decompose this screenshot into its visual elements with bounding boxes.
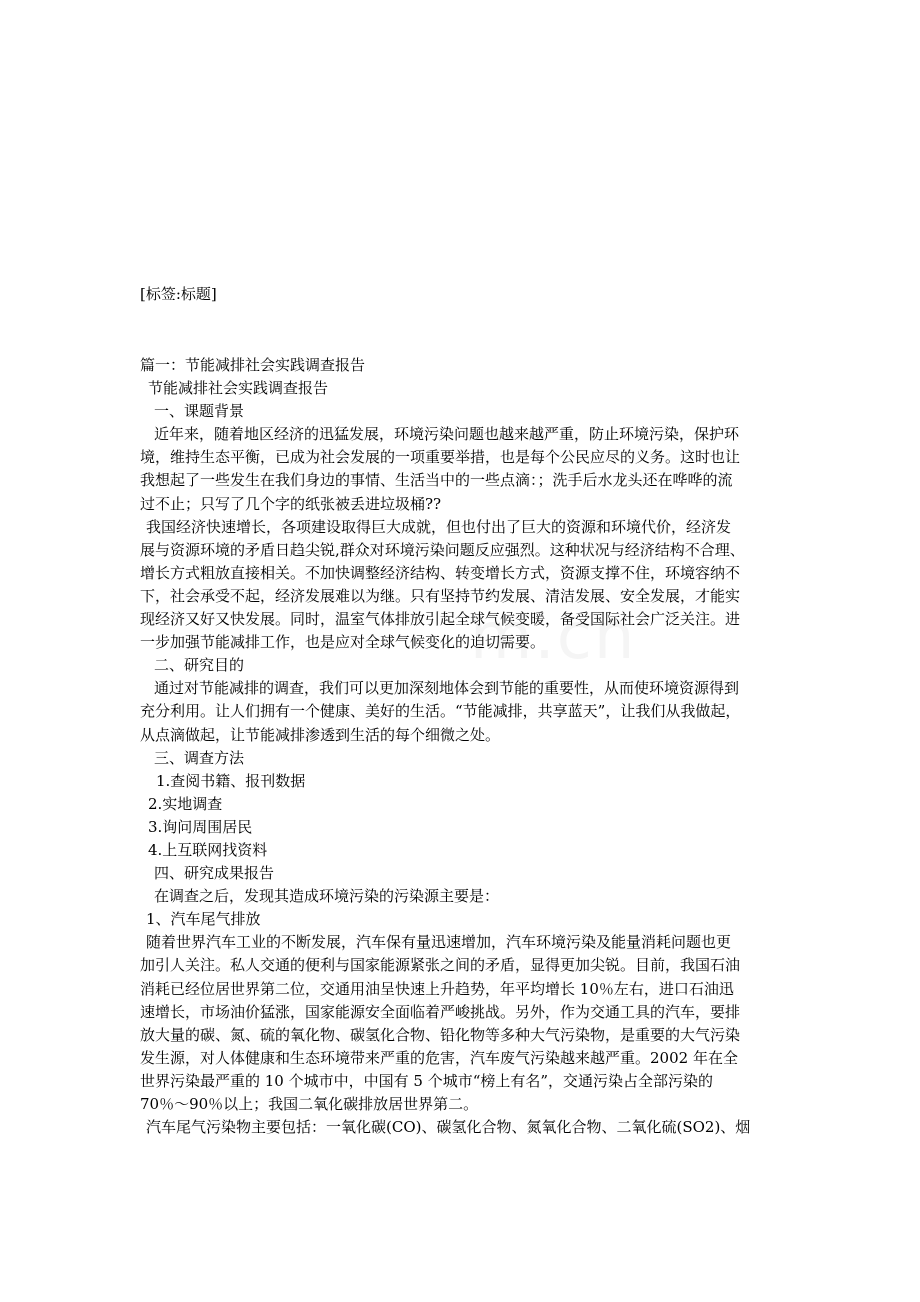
text-line: 我国经济快速增长，各项建设取得巨大成就，但也付出了巨大的资源和环境代价，经济发 xyxy=(146,517,732,536)
text-line: 在调查之后，发现其造成环境污染的污染源主要是： xyxy=(154,887,500,906)
text-line: 一步加强节能减排工作，也是应对全球气候变化的迫切需要。 xyxy=(140,633,546,652)
text-line: 境，维持生态平衡，已成为社会发展的一项重要举措，也是每个公民应尽的义务。这时也让 xyxy=(140,448,741,467)
text-line: 充分利用。让人们拥有一个健康、美好的生活。“节能减排，共享蓝天”，让我们从我做起， xyxy=(140,702,741,721)
text-line: 1.查阅书籍、报刊数据 xyxy=(156,771,306,790)
watermark: m.cn xyxy=(470,600,637,674)
text-line: 四、研究成果报告 xyxy=(154,864,275,883)
text-line: 70％～90％以上；我国二氧化碳排放居世界第二。 xyxy=(140,1095,479,1113)
text-line: 下，社会承受不起，经济发展难以为继。只有坚持节约发展、清洁发展、安全发展，才能实 xyxy=(140,586,741,605)
text-line: 篇一：节能减排社会实践调查报告 xyxy=(140,356,366,374)
text-line: 随着世界汽车工业的不断发展，汽车保有量迅速增加，汽车环境污染及能量消耗问题也更 xyxy=(146,933,732,952)
text-line: 1、汽车尾气排放 xyxy=(146,910,261,929)
text-line: 汽车尾气污染物主要包括：一氧化碳(CO)、碳氢化合物、氮氧化合物、二氧化硫(SO2)、烟 xyxy=(146,1118,751,1137)
tag-label: [标签:标题] xyxy=(140,285,217,303)
text-line: 展与资源环境的矛盾日趋尖锐,群众对环境污染问题反应强烈。这种状况与经济结构不合理、 xyxy=(140,540,745,559)
text-line: 3.询问周围居民 xyxy=(148,817,253,836)
text-line: 近年来，随着地区经济的迅猛发展，环境污染问题也越来越严重，防止环境污染，保护环 xyxy=(154,425,740,444)
text-line: 过不止；只写了几个字的纸张被丢进垃圾桶?? xyxy=(140,494,442,513)
text-line: 通过对节能减排的调查，我们可以更加深刻地体会到节能的重要性，从而使环境资源得到 xyxy=(154,679,740,698)
text-line: 二、研究目的 xyxy=(154,656,245,675)
text-line: 2.实地调查 xyxy=(148,794,223,813)
text-line: 发生源，对人体健康和生态环境带来严重的危害，汽车废气污染越来越严重。2002 年在全 xyxy=(140,1048,738,1067)
text-line: 4.上互联网找资料 xyxy=(148,840,268,859)
text-line: 节能减排社会实践调查报告 xyxy=(148,379,329,398)
text-line: 速增长，市场油价猛涨，国家能源安全面临着严峻挑战。另外，作为交通工具的汽车，要排 xyxy=(140,1002,741,1021)
document-body xyxy=(140,354,792,1139)
text-line: 我想起了一些发生在我们身边的事情、生活当中的一些点滴：；洗手后水龙头还在哗哗的流 xyxy=(140,471,733,490)
text-line: 消耗已经位居世界第二位，交通用油呈快速上升趋势，年平均增长 10％左右，进口石油迅 xyxy=(140,979,734,998)
text-line: 世界污染最严重的 10 个城市中，中国有 5 个城市“榜上有名”，交通污染占全部污染的 xyxy=(140,1071,714,1090)
text-line: 从点滴做起，让节能减排渗透到生活的每个细微之处。 xyxy=(140,725,501,744)
text-line: 一、课题背景 xyxy=(154,402,245,421)
text-line: 放大量的碳、氮、硫的氧化物、碳氢化合物、铅化物等多种大气污染物，是重要的大气污染 xyxy=(140,1025,741,1044)
text-line: 增长方式粗放直接相关。不加快调整经济结构、转变增长方式，资源支撑不住，环境容纳不 xyxy=(140,563,741,582)
text-line: 现经济又好又快发展。同时，温室气体排放引起全球气候变暖，备受国际社会广泛关注。进 xyxy=(140,610,741,629)
text-line: 加引人关注。私人交通的便利与国家能源紧张之间的矛盾，显得更加尖锐。目前，我国石油 xyxy=(140,956,741,975)
text-line: 三、调查方法 xyxy=(154,748,245,767)
